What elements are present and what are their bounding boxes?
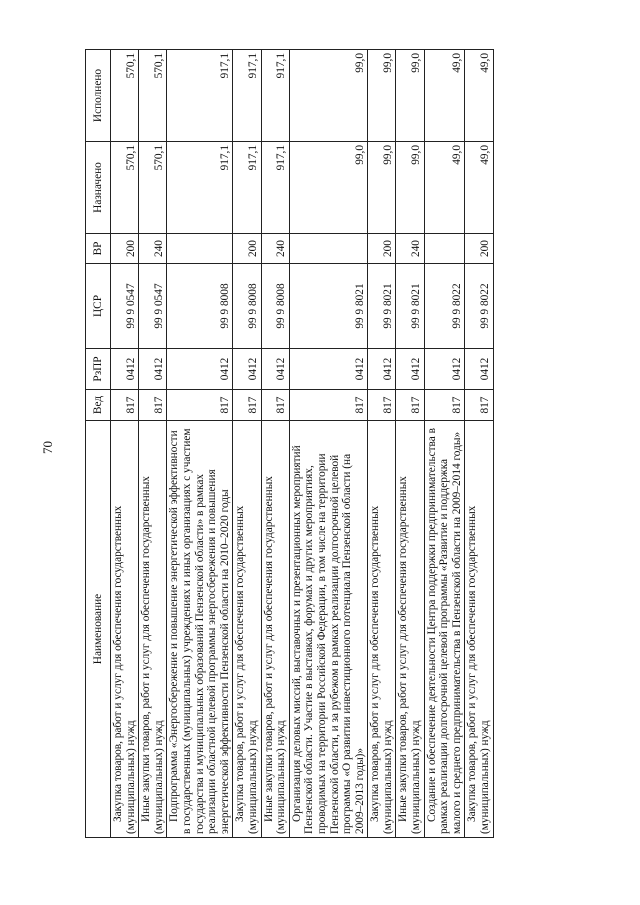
- cell-executed: 49,0: [424, 50, 465, 142]
- table-body: [111, 50, 494, 838]
- cell-name: [233, 421, 261, 838]
- cell-rzpr: 0412: [261, 349, 289, 390]
- cell-vr: 200: [368, 234, 396, 264]
- cell-rzpr: 0412: [289, 349, 368, 390]
- table-row: [139, 50, 167, 838]
- cell-executed: 99,0: [368, 50, 396, 142]
- table-row: [465, 50, 493, 838]
- cell-ved: 817: [396, 390, 424, 421]
- cell-executed: 917,1: [167, 50, 233, 142]
- table-row: [167, 50, 233, 838]
- cell-assigned: 570,1: [139, 142, 167, 234]
- table-row: [368, 50, 396, 838]
- table-row: [424, 50, 465, 838]
- row-name-text: Создание и обеспечение деятельности Центра поддержки предпринимательства в рамках реализации долгосрочной целевой программы «Развитие и поддержка малого и среднего предпринимательства в Пензенской области на 2009–2014 годы»: [425, 428, 463, 834]
- row-name-text: Закупка товаров, работ и услуг для обеспечения государственных (муниципальных) нужд: [466, 505, 492, 834]
- cell-executed: 49,0: [465, 50, 493, 142]
- cell-csr: 99 9 8021: [396, 264, 424, 349]
- cell-assigned: 917,1: [167, 142, 233, 234]
- cell-ved: 817: [261, 390, 289, 421]
- cell-vr: 200: [111, 234, 139, 264]
- cell-name: [111, 421, 139, 838]
- cell-executed: 570,1: [139, 50, 167, 142]
- header-csr: ЦСР: [86, 264, 111, 349]
- cell-ved: 817: [139, 390, 167, 421]
- cell-csr: 99 9 8021: [289, 264, 368, 349]
- cell-executed: 570,1: [111, 50, 139, 142]
- cell-csr: 99 9 8022: [465, 264, 493, 349]
- cell-assigned: 49,0: [465, 142, 493, 234]
- row-name-text: Закупка товаров, работ и услуг для обеспечения государственных (муниципальных) нужд: [234, 505, 259, 834]
- cell-rzpr: 0412: [368, 349, 396, 390]
- cell-csr: 99 9 0547: [139, 264, 167, 349]
- cell-csr: 99 9 8022: [424, 264, 465, 349]
- header-assigned: Назначено: [86, 142, 111, 234]
- row-name-text: Иные закупки товаров, работ и услуг для обеспечения государственных (муниципальных) нужд: [397, 476, 423, 834]
- budget-table: [85, 49, 494, 838]
- cell-assigned: 917,1: [261, 142, 289, 234]
- cell-assigned: 99,0: [396, 142, 424, 234]
- table-row: [261, 50, 289, 838]
- header-rzpr: РзПР: [86, 349, 111, 390]
- cell-vr: 240: [396, 234, 424, 264]
- header-ved: Вед: [86, 390, 111, 421]
- cell-name: [139, 421, 167, 838]
- cell-csr: 99 9 8008: [261, 264, 289, 349]
- cell-ved: 817: [465, 390, 493, 421]
- table-row: [396, 50, 424, 838]
- rotated-page-content: [85, 50, 494, 838]
- cell-name: [167, 421, 233, 838]
- cell-csr: 99 9 8008: [167, 264, 233, 349]
- cell-vr: 240: [139, 234, 167, 264]
- cell-ved: 817: [368, 390, 396, 421]
- cell-assigned: 49,0: [424, 142, 465, 234]
- cell-assigned: 917,1: [233, 142, 261, 234]
- cell-name: [424, 421, 465, 838]
- cell-ved: 817: [289, 390, 368, 421]
- cell-name: [368, 421, 396, 838]
- cell-rzpr: 0412: [424, 349, 465, 390]
- cell-executed: 917,1: [233, 50, 261, 142]
- table-header-row: [86, 50, 111, 838]
- cell-vr: [289, 234, 368, 264]
- cell-csr: 99 9 8008: [233, 264, 261, 349]
- cell-assigned: 99,0: [368, 142, 396, 234]
- cell-name: [261, 421, 289, 838]
- cell-name: [396, 421, 424, 838]
- header-vr: ВР: [86, 234, 111, 264]
- cell-executed: 917,1: [261, 50, 289, 142]
- row-name-text: Закупка товаров, работ и услуг для обеспечения государственных (муниципальных) нужд: [369, 505, 394, 834]
- cell-name: [465, 421, 493, 838]
- cell-executed: 99,0: [289, 50, 368, 142]
- cell-ved: 817: [233, 390, 261, 421]
- cell-rzpr: 0412: [167, 349, 233, 390]
- cell-assigned: 99,0: [289, 142, 368, 234]
- cell-rzpr: 0412: [111, 349, 139, 390]
- row-name-text: Иные закупки товаров, работ и услуг для обеспечения государственных (муниципальных) нужд: [140, 476, 165, 834]
- table-row: [111, 50, 139, 838]
- page-number: 70: [40, 441, 55, 454]
- cell-vr: 240: [261, 234, 289, 264]
- row-name-text: Иные закупки товаров, работ и услуг для обеспечения государственных (муниципальных) нужд: [262, 476, 288, 834]
- cell-assigned: 570,1: [111, 142, 139, 234]
- cell-rzpr: 0412: [233, 349, 261, 390]
- cell-csr: 99 9 0547: [111, 264, 139, 349]
- cell-vr: [424, 234, 465, 264]
- table-row: [289, 50, 368, 838]
- cell-rzpr: 0412: [465, 349, 493, 390]
- cell-vr: 200: [465, 234, 493, 264]
- row-name-text: Закупка товаров, работ и услуг для обеспечения государственных (муниципальных) нужд: [112, 505, 137, 834]
- cell-executed: 99,0: [396, 50, 424, 142]
- cell-csr: 99 9 8021: [368, 264, 396, 349]
- cell-rzpr: 0412: [139, 349, 167, 390]
- header-executed: Исполнено: [86, 50, 111, 142]
- header-name: Наименование: [86, 421, 111, 838]
- row-name-text: Организация деловых миссий, выставочных и презентационных мероприятий Пензенской области. Участие в выставках, форумах и других мероприятиях, проводимых на территории Российской Федерации, в том числе на территории Пензенской области, и за рубежом в рамках реализации долгосрочной целевой программы «О развитии инвестиционного потенциала Пензенской области (на 2009–2013 годы)»: [290, 445, 366, 834]
- row-name-text: Подпрограмма «Энергосбережение и повышение энергетической эффективности в государственных (муниципальных) учреждениях и иных организациях с участием государства и муниципальных образований Пензенской области» в рамках реализации областной целевой программы энергосбережения и повышения энергетической эффективности Пензенской области на 2010–2020 годы: [168, 428, 231, 834]
- cell-name: [289, 421, 368, 838]
- cell-ved: 817: [167, 390, 233, 421]
- table-row: [233, 50, 261, 838]
- cell-rzpr: 0412: [396, 349, 424, 390]
- cell-vr: 200: [233, 234, 261, 264]
- cell-ved: 817: [111, 390, 139, 421]
- cell-ved: 817: [424, 390, 465, 421]
- cell-vr: [167, 234, 233, 264]
